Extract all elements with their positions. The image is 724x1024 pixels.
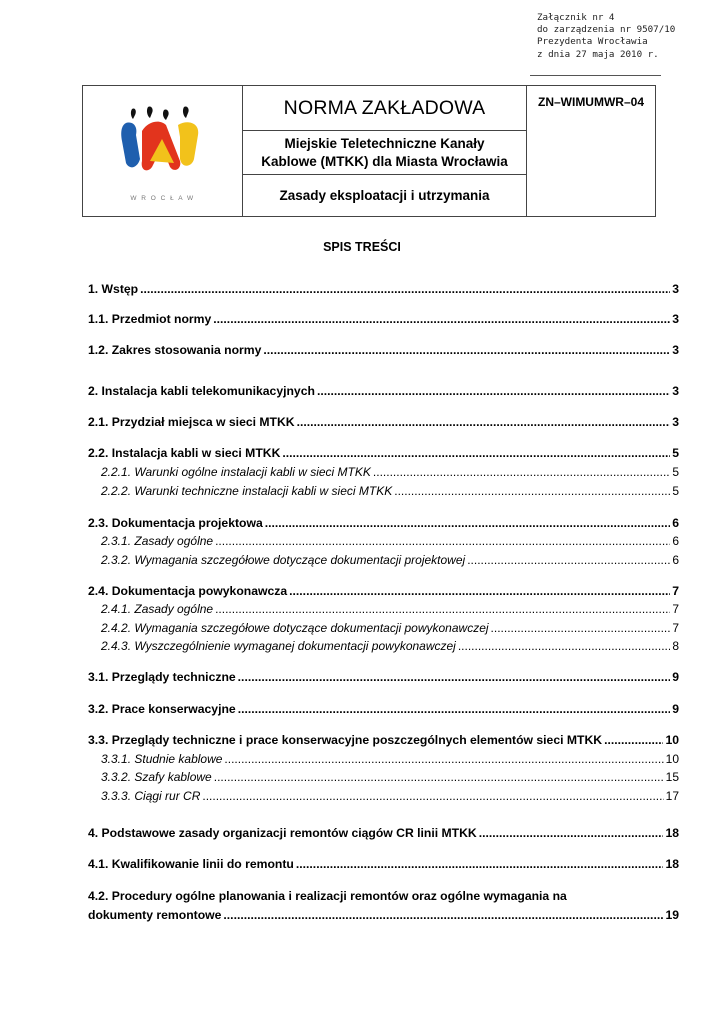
toc-entry-text: 2.3.2. Wymagania szczegółowe dotyczące dokumentacji projektowej (101, 553, 466, 567)
toc-entry[interactable] (101, 621, 679, 637)
toc-entry[interactable] (88, 415, 679, 431)
code-cell (527, 86, 656, 217)
toc-entry[interactable] (88, 384, 679, 400)
toc-entry-text: 2.4.3. Wyszczególnienie wymaganej dokumentacji powykonawczej (101, 639, 456, 653)
toc-page-number: 3 (672, 415, 679, 429)
toc-entry[interactable] (88, 584, 679, 600)
toc-entry[interactable] (88, 343, 679, 359)
toc-entry[interactable] (88, 826, 679, 842)
toc-page-number: 19 (665, 908, 679, 922)
document-header (82, 85, 656, 217)
toc-entry[interactable] (101, 484, 679, 500)
toc-entry-text: 2.1. Przydział miejsca w sieci MTKK (88, 415, 295, 429)
logo-caption: W R O C Ł A W (130, 194, 195, 202)
toc-page-number: 17 (665, 789, 679, 803)
toc-page-number: 7 (672, 584, 679, 598)
toc-entry-text: 3.1. Przeglądy techniczne (88, 670, 236, 684)
toc-entry[interactable] (101, 602, 679, 618)
toc-page-number: 6 (672, 553, 679, 567)
toc-entry-text: 2.3. Dokumentacja projektowa (88, 516, 263, 530)
toc-page-number: 3 (672, 343, 679, 357)
toc-entry-text: 3.2. Prace konserwacyjne (88, 702, 236, 716)
toc-entry[interactable] (101, 770, 679, 786)
toc-page-number: 5 (672, 446, 679, 460)
toc-entry-text: dokumenty remontowe (88, 908, 222, 922)
toc-entry-text: 1.1. Przedmiot normy (88, 312, 212, 326)
toc-page-number: 3 (672, 282, 679, 296)
toc-entry-text: 2.2. Instalacja kabli w sieci MTKK (88, 446, 281, 460)
annex-line: do zarządzenia nr 9507/10 (537, 24, 676, 36)
toc-page-number: 18 (665, 826, 679, 840)
annex-divider (530, 75, 661, 76)
toc-page-number: 5 (672, 484, 679, 498)
toc-page-number: 18 (665, 857, 679, 871)
toc-page-number: 6 (672, 534, 679, 548)
toc-entry[interactable] (88, 733, 679, 749)
annex-note (537, 12, 675, 61)
toc-entry-text: 3.3.2. Szafy kablowe (101, 770, 212, 784)
toc-page-number: 5 (672, 465, 679, 479)
toc-entry[interactable] (88, 446, 679, 462)
wroclaw-logo-icon (108, 101, 218, 196)
toc-page-number: 10 (665, 752, 679, 766)
toc-entry-text: 1.2. Zakres stosowania normy (88, 343, 262, 357)
toc-entry-text: 4. Podstawowe zasady organizacji remontów ciągów CR linii MTKK (88, 826, 477, 840)
toc-entry-text: 3.3.1. Studnie kablowe (101, 752, 223, 766)
subtitle-line: Miejskie Teletechniczne Kanały (284, 135, 485, 151)
annex-line: z dnia 27 maja 2010 r. (537, 48, 659, 60)
toc-page-number: 8 (672, 639, 679, 653)
toc-page-number: 3 (672, 384, 679, 398)
toc-entry[interactable] (101, 752, 679, 768)
toc-page-number: 7 (672, 602, 679, 616)
toc-entry-text-line1[interactable]: 4.2. Procedury ogólne planowania i realizacji remontów oraz ogólne wymagania na (88, 889, 567, 903)
toc-entry-text: 2.4.2. Wymagania szczegółowe dotyczące dokumentacji powykonawczej (101, 621, 489, 635)
toc-entry[interactable] (88, 670, 679, 686)
toc-entry-text: 2.2.1. Warunki ogólne instalacji kabli w sieci MTKK (101, 465, 371, 479)
toc-page-number: 3 (672, 312, 679, 326)
toc-page-number: 10 (665, 733, 679, 747)
toc-entry-text: 2.2.2. Warunki techniczne instalacji kabli w sieci MTKK (101, 484, 393, 498)
toc-entry[interactable] (101, 789, 679, 805)
toc-entry-text: 2. Instalacja kabli telekomunikacyjnych (88, 384, 315, 398)
toc-entry-text: 4.1. Kwalifikowanie linii do remontu (88, 857, 294, 871)
toc-entry[interactable] (88, 908, 679, 924)
toc-page-number: 15 (665, 770, 679, 784)
toc-entry[interactable] (88, 282, 679, 298)
subtitle-line: Kablowe (MTKK) dla Miasta Wrocławia (261, 153, 508, 169)
toc-page-number: 6 (672, 516, 679, 530)
toc-entry[interactable] (88, 857, 679, 873)
toc-entry[interactable] (101, 465, 679, 481)
toc-entry-text: 3.3.3. Ciągi rur CR (101, 789, 201, 803)
toc-entry[interactable] (101, 534, 679, 550)
toc-title: SPIS TREŚCI (323, 240, 401, 254)
toc-entry-text: 3.3. Przeglądy techniczne i prace konserwacyjne poszczególnych elementów sieci MTKK (88, 733, 603, 747)
norm-title: NORMA ZAKŁADOWA (243, 86, 527, 131)
toc-entry[interactable] (88, 516, 679, 532)
logo-cell (83, 86, 243, 217)
norm-subtitle (243, 131, 527, 175)
toc-entry-text: 1. Wstęp (88, 282, 139, 296)
annex-line: Załącznik nr 4 (537, 12, 615, 23)
norm-section: Zasady eksploatacji i utrzymania (243, 175, 527, 217)
toc-entry-text: 2.3.1. Zasady ogólne (101, 534, 214, 548)
toc-entry-text: 2.4.1. Zasady ogólne (101, 602, 214, 616)
annex-line: Prezydenta Wrocławia (537, 36, 648, 48)
toc-entry[interactable] (88, 312, 679, 328)
toc-entry-text: 2.4. Dokumentacja powykonawcza (88, 584, 288, 598)
toc-page-number: 7 (672, 621, 679, 635)
toc-entry[interactable] (101, 639, 679, 655)
toc-entry[interactable] (88, 702, 679, 718)
toc-page-number: 9 (672, 670, 679, 684)
norm-code: ZN–WIMUMWR–04 (537, 95, 644, 109)
toc-page-number: 9 (672, 702, 679, 716)
toc-entry[interactable] (101, 553, 679, 569)
